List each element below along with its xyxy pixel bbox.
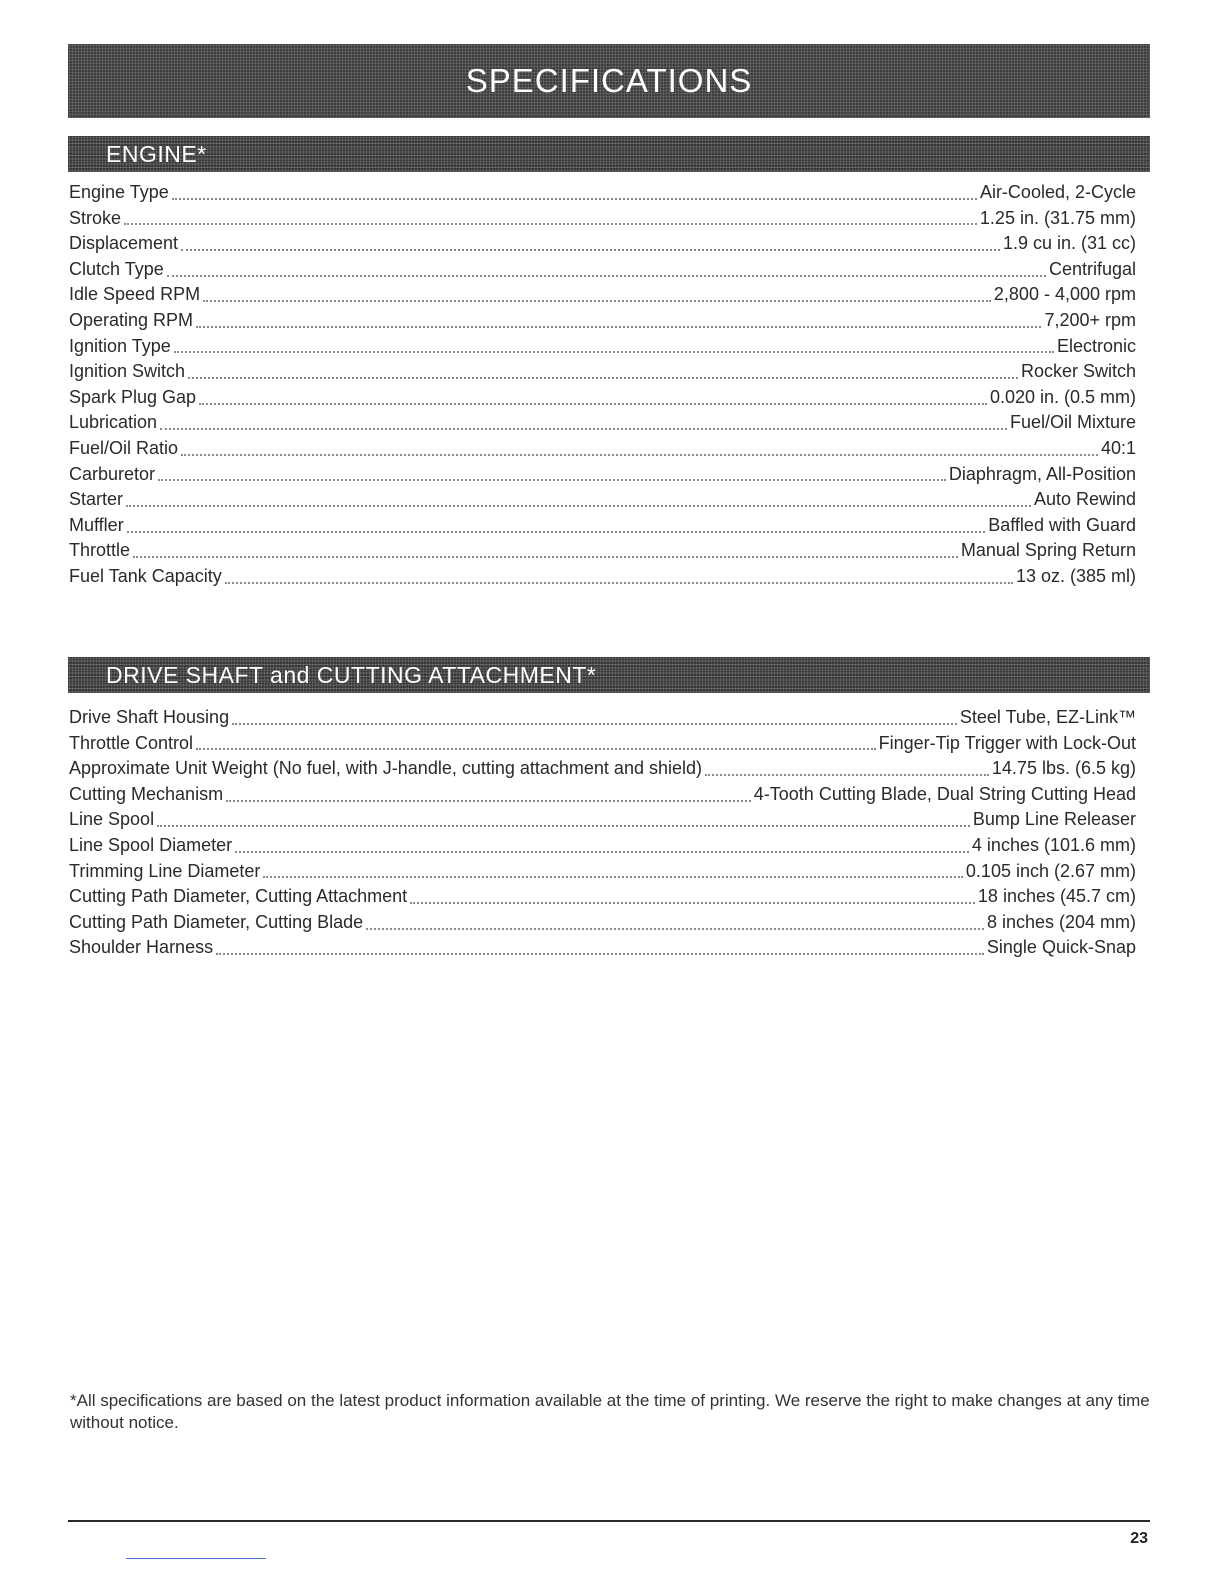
footer-divider [68, 1520, 1150, 1522]
dot-leader [174, 351, 1054, 353]
dot-leader [167, 275, 1046, 277]
spec-value: Baffled with Guard [988, 514, 1136, 535]
spec-label: Throttle Control [69, 732, 194, 753]
spec-label: Stroke [69, 207, 122, 228]
spec-label: Fuel Tank Capacity [69, 565, 222, 586]
spec-row [69, 359, 1136, 385]
spec-row [69, 782, 1136, 808]
dot-leader [235, 851, 969, 853]
spec-row [69, 859, 1136, 885]
spec-value: 4-Tooth Cutting Blade, Dual String Cutting Head [753, 783, 1136, 804]
spec-row [69, 705, 1136, 731]
dot-leader [199, 403, 987, 405]
spec-value: 8 inches (204 mm) [986, 911, 1136, 932]
dot-leader [203, 300, 991, 302]
spec-row [69, 231, 1136, 257]
spec-row [69, 910, 1136, 936]
dot-leader [181, 454, 1098, 456]
spec-label: Throttle [69, 540, 131, 561]
spec-row [69, 935, 1136, 961]
spec-value: Single Quick-Snap [986, 937, 1136, 958]
spec-label: Approximate Unit Weight (No fuel, with J-handle, cutting attachment and shield) [69, 758, 702, 779]
spec-value: Air-Cooled, 2-Cycle [979, 182, 1136, 202]
engine-section-title: ENGINE* [106, 140, 207, 167]
page-title-bar [68, 44, 1150, 118]
spec-label: Fuel/Oil Ratio [69, 437, 179, 458]
spec-label: Cutting Path Diameter, Cutting Blade [69, 911, 364, 932]
spec-label: Trimming Line Diameter [69, 860, 261, 881]
dot-leader [181, 249, 1000, 251]
spec-label: Spark Plug Gap [69, 386, 197, 407]
spec-value: 7,200+ rpm [1044, 309, 1136, 330]
spec-label: Lubrication [69, 412, 158, 433]
spec-value: Centrifugal [1048, 258, 1136, 279]
dot-leader [232, 723, 957, 725]
spec-value: 1.25 in. (31.75 mm) [979, 207, 1136, 228]
spec-value: Manual Spring Return [960, 540, 1136, 561]
drive-shaft-spec-list [69, 705, 1136, 961]
spec-row [69, 756, 1136, 782]
page-number: 23 [1130, 1530, 1148, 1547]
dot-leader [410, 902, 975, 904]
dot-leader [172, 198, 977, 200]
spec-label: Operating RPM [69, 309, 194, 330]
spec-label: Clutch Type [69, 258, 164, 279]
spec-row [69, 462, 1136, 488]
spec-value: 0.020 in. (0.5 mm) [989, 386, 1136, 407]
spec-row [69, 206, 1136, 232]
spec-row [69, 410, 1136, 436]
drive-shaft-section-title: DRIVE SHAFT and CUTTING ATTACHMENT* [106, 661, 597, 688]
spec-label: Ignition Type [69, 335, 171, 356]
spec-label: Engine Type [69, 182, 169, 202]
spec-value: Fuel/Oil Mixture [1009, 412, 1136, 433]
spec-value: 2,800 - 4,000 rpm [993, 284, 1136, 305]
spec-row [69, 282, 1136, 308]
spec-row [69, 513, 1136, 539]
dot-leader [225, 582, 1013, 584]
spec-row [69, 334, 1136, 360]
engine-spec-list [69, 180, 1136, 590]
dot-leader [188, 377, 1018, 379]
spec-row [69, 538, 1136, 564]
spec-label: Muffler [69, 514, 124, 535]
spec-label: Cutting Mechanism [69, 783, 224, 804]
dot-leader [158, 479, 946, 481]
spec-value: Diaphragm, All-Position [948, 463, 1136, 484]
spec-row [69, 884, 1136, 910]
dot-leader [124, 223, 977, 225]
spec-value: Auto Rewind [1033, 489, 1136, 510]
spec-value: Bump Line Releaser [972, 809, 1136, 830]
dot-leader [157, 825, 970, 827]
spec-row [69, 257, 1136, 283]
spec-value: 0.105 inch (2.67 mm) [965, 860, 1136, 881]
dot-leader [226, 800, 751, 802]
spec-value: Electronic [1056, 335, 1136, 356]
spec-label: Ignition Switch [69, 361, 186, 382]
spec-value: Finger-Tip Trigger with Lock-Out [878, 732, 1136, 753]
dot-leader [196, 748, 876, 750]
spec-row [69, 731, 1136, 757]
spec-label: Line Spool [69, 809, 155, 830]
dot-leader [216, 953, 984, 955]
page-title: SPECIFICATIONS [465, 62, 753, 99]
dot-leader [133, 556, 958, 558]
footer-link-underline [126, 1558, 266, 1559]
dot-leader [263, 876, 963, 878]
spec-label: Displacement [69, 233, 179, 254]
spec-row [69, 807, 1136, 833]
spec-label: Shoulder Harness [69, 937, 214, 958]
spec-row [69, 385, 1136, 411]
drive-shaft-section-header [68, 657, 1150, 693]
spec-label: Line Spool Diameter [69, 834, 233, 855]
spec-value: 18 inches (45.7 cm) [977, 886, 1136, 907]
spec-row [69, 833, 1136, 859]
dot-leader [196, 326, 1041, 328]
spec-row [69, 180, 1136, 206]
dot-leader [160, 428, 1007, 430]
spec-value: Rocker Switch [1020, 361, 1136, 382]
spec-label: Drive Shaft Housing [69, 707, 230, 727]
dot-leader [366, 928, 984, 930]
engine-section-header [68, 136, 1150, 172]
spec-label: Starter [69, 489, 124, 510]
spec-label: Carburetor [69, 463, 156, 484]
spec-value: 4 inches (101.6 mm) [971, 834, 1136, 855]
spec-row [69, 487, 1136, 513]
spec-value: 13 oz. (385 ml) [1015, 565, 1136, 586]
spec-label: Cutting Path Diameter, Cutting Attachment [69, 886, 408, 907]
dot-leader [705, 774, 989, 776]
spec-row [69, 308, 1136, 334]
spec-row [69, 564, 1136, 590]
dot-leader [127, 531, 986, 533]
spec-value: 14.75 lbs. (6.5 kg) [991, 758, 1136, 779]
spec-value: 1.9 cu in. (31 cc) [1002, 233, 1136, 254]
specifications-footnote: *All specifications are based on the latest product information available at the time of printing. We reserve the right to make changes at any time without notice. [70, 1391, 1150, 1432]
dot-leader [126, 505, 1031, 507]
spec-value: 40:1 [1100, 437, 1136, 458]
spec-row [69, 436, 1136, 462]
spec-value: Steel Tube, EZ-Link™ [959, 707, 1136, 727]
spec-label: Idle Speed RPM [69, 284, 201, 305]
